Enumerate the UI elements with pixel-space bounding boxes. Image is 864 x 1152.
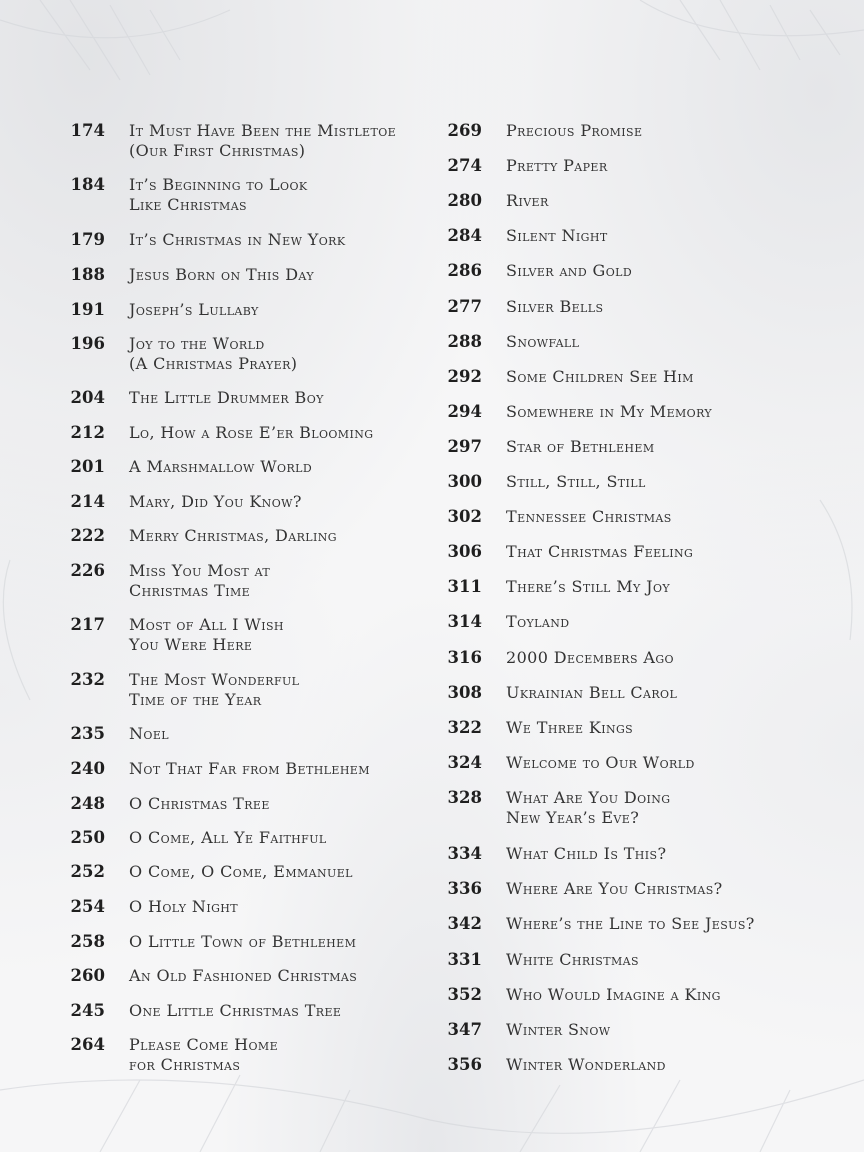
- toc-song-title: Merry Christmas, Darling: [129, 526, 337, 545]
- toc-song-title: Noel: [129, 724, 169, 743]
- toc-page-number: 196: [70, 334, 105, 353]
- toc-song-title: Precious Promise: [506, 121, 643, 140]
- toc-page-number: 222: [70, 526, 105, 545]
- toc-page-number: 250: [70, 828, 105, 847]
- toc-page-number: 284: [447, 226, 482, 245]
- toc-entry: [60, 670, 299, 710]
- toc-song-title: Star of Bethlehem: [506, 437, 655, 456]
- toc-page-number: 316: [447, 648, 482, 667]
- toc-song-title: Pretty Paper: [506, 156, 608, 175]
- toc-entry: [437, 261, 632, 281]
- toc-song-title: Most of All I Wish You Were Here: [129, 615, 284, 654]
- toc-entry: [437, 226, 608, 246]
- toc-entry: [437, 542, 693, 562]
- toc-song-title: Please Come Home for Christmas: [129, 1035, 278, 1074]
- toc-entry: [437, 612, 569, 632]
- toc-entry: [60, 724, 169, 744]
- toc-song-title: It’s Beginning to Look Like Christmas: [129, 175, 308, 214]
- toc-page-number: 174: [70, 121, 105, 140]
- toc-song-title: O Holy Night: [129, 897, 238, 916]
- toc-song-title: The Little Drummer Boy: [129, 388, 324, 407]
- toc-song-title: An Old Fashioned Christmas: [129, 966, 358, 985]
- toc-page-number: 336: [447, 879, 482, 898]
- toc-page-number: 356: [447, 1055, 482, 1074]
- toc-entry: [60, 1035, 278, 1075]
- toc-song-title: The Most Wonderful Time of the Year: [129, 670, 300, 709]
- toc-page-number: 252: [70, 862, 105, 881]
- toc-song-title: Mary, Did You Know?: [129, 492, 302, 511]
- toc-song-title: Joy to the World (A Christmas Prayer): [129, 334, 298, 373]
- toc-page-number: 260: [70, 966, 105, 985]
- toc-entry: [60, 862, 353, 882]
- toc-entry: [437, 402, 712, 422]
- toc-entry: [437, 156, 608, 176]
- toc-entry: [437, 718, 633, 738]
- toc-song-title: River: [506, 191, 549, 210]
- toc-song-title: Some Children See Him: [506, 367, 694, 386]
- toc-song-title: Tennessee Christmas: [506, 507, 672, 526]
- toc-song-title: Miss You Most at Christmas Time: [129, 561, 271, 600]
- toc-page-number: 240: [70, 759, 105, 778]
- toc-song-title: Toyland: [506, 612, 570, 631]
- toc-entry: [60, 897, 238, 917]
- toc-entry: [437, 683, 677, 703]
- toc-song-title: Ukrainian Bell Carol: [506, 683, 678, 702]
- toc-entry: [437, 191, 549, 211]
- toc-page-number: 342: [447, 914, 482, 933]
- toc-song-title: What Are You Doing New Year’s Eve?: [506, 788, 671, 827]
- toc-entry: [437, 577, 670, 597]
- toc-page-number: 201: [70, 457, 105, 476]
- toc-song-title: Where’s the Line to See Jesus?: [506, 914, 755, 933]
- toc-page-number: 300: [447, 472, 482, 491]
- toc-song-title: We Three Kings: [506, 718, 634, 737]
- toc-song-title: Who Would Imagine a King: [506, 985, 721, 1004]
- toc-page-number: 245: [70, 1001, 105, 1020]
- toc-song-title: That Christmas Feeling: [506, 542, 694, 561]
- toc-entry: [60, 492, 302, 512]
- toc-entry: [437, 844, 666, 864]
- toc-entry: [60, 457, 312, 477]
- toc-page-number: 308: [447, 683, 482, 702]
- toc-entry: [437, 914, 755, 934]
- toc-entry: [437, 879, 723, 899]
- toc-song-title: What Child Is This?: [506, 844, 667, 863]
- toc-entry: [60, 828, 327, 848]
- toc-page-number: 314: [447, 612, 482, 631]
- toc-page-number: 188: [70, 265, 105, 284]
- toc-page-number: 334: [447, 844, 482, 863]
- toc-song-title: Winter Wonderland: [506, 1055, 666, 1074]
- toc-page-number: 286: [447, 261, 482, 280]
- toc-song-title: Lo, How a Rose E’er Blooming: [129, 423, 374, 442]
- toc-song-title: White Christmas: [506, 950, 639, 969]
- toc-entry: [60, 230, 346, 250]
- toc-song-title: It Must Have Been the Mistletoe (Our First Christmas): [129, 121, 397, 160]
- toc-song-title: Winter Snow: [506, 1020, 611, 1039]
- toc-page-number: 264: [70, 1035, 105, 1054]
- toc-page-number: 294: [447, 402, 482, 421]
- toc-page-number: 324: [447, 753, 482, 772]
- toc-page-number: 217: [70, 615, 105, 634]
- toc-page-number: 280: [447, 191, 482, 210]
- toc-page-number: 331: [447, 950, 482, 969]
- toc-entry: [437, 472, 646, 492]
- toc-page-number: 235: [70, 724, 105, 743]
- toc-entry: [437, 788, 671, 828]
- toc-page-number: 232: [70, 670, 105, 689]
- toc-song-title: It’s Christmas in New York: [129, 230, 346, 249]
- toc-entry: [437, 437, 654, 457]
- toc-entry: [60, 388, 324, 408]
- toc-entry: [437, 332, 579, 352]
- toc-song-title: O Come, All Ye Faithful: [129, 828, 327, 847]
- toc-entry: [437, 1020, 610, 1040]
- toc-song-title: Snowfall: [506, 332, 580, 351]
- toc-entry: [60, 759, 370, 779]
- toc-page-number: 204: [70, 388, 105, 407]
- toc-page-number: 328: [447, 788, 482, 807]
- toc-page-number: 322: [447, 718, 482, 737]
- toc-entry: [60, 932, 356, 952]
- toc-song-title: Joseph’s Lullaby: [129, 300, 259, 319]
- toc-song-title: O Come, O Come, Emmanuel: [129, 862, 353, 881]
- toc-entry: [60, 966, 357, 986]
- toc-page-number: 292: [447, 367, 482, 386]
- toc-entry: [60, 265, 314, 285]
- toc-song-title: Still, Still, Still: [506, 472, 646, 491]
- toc-song-title: O Little Town of Bethlehem: [129, 932, 357, 951]
- toc-entry: [437, 367, 694, 387]
- toc-song-title: Silver and Gold: [506, 261, 633, 280]
- toc-page-number: 306: [447, 542, 482, 561]
- toc-entry: [437, 648, 674, 668]
- toc-page-number: 274: [447, 156, 482, 175]
- toc-entry: [60, 526, 337, 546]
- toc-page-number: 297: [447, 437, 482, 456]
- toc-song-title: Jesus Born on This Day: [129, 265, 314, 284]
- toc-page-number: 352: [447, 985, 482, 1004]
- toc-song-title: Silent Night: [506, 226, 608, 245]
- toc-song-title: Where Are You Christmas?: [506, 879, 723, 898]
- toc-page-number: 277: [447, 297, 482, 316]
- toc-page-number: 184: [70, 175, 105, 194]
- toc-page-number: 258: [70, 932, 105, 951]
- toc-page-number: 347: [447, 1020, 482, 1039]
- toc-entry: [437, 950, 639, 970]
- toc-entry: [60, 1001, 341, 1021]
- toc-page-number: 212: [70, 423, 105, 442]
- toc-song-title: Silver Bells: [506, 297, 604, 316]
- toc-entry: [437, 985, 721, 1005]
- toc-page-number: 191: [70, 300, 105, 319]
- toc-entry: [437, 297, 603, 317]
- toc-page-number: 311: [447, 577, 482, 596]
- toc-song-title: 2000 Decembers Ago: [506, 648, 674, 667]
- toc-song-title: Welcome to Our World: [506, 753, 695, 772]
- toc-entry: [437, 753, 695, 773]
- toc-entry: [60, 300, 259, 320]
- toc-song-title: O Christmas Tree: [129, 794, 270, 813]
- toc-entry: [60, 423, 373, 443]
- toc-song-title: A Marshmallow World: [129, 457, 313, 476]
- toc-song-title: Somewhere in My Memory: [506, 402, 713, 421]
- toc-entry: [60, 175, 308, 215]
- toc-page-number: 254: [70, 897, 105, 916]
- toc-entry: [437, 121, 642, 141]
- toc-entry: [60, 794, 270, 814]
- toc-page-number: 248: [70, 794, 105, 813]
- toc-entry: [60, 615, 284, 655]
- toc-song-title: Not That Far from Bethlehem: [129, 759, 370, 778]
- toc-page-number: 214: [70, 492, 105, 511]
- toc-entry: [60, 121, 396, 161]
- toc-entry: [60, 561, 270, 601]
- toc-entry: [437, 507, 672, 527]
- toc-entry: [437, 1055, 666, 1075]
- toc-song-title: One Little Christmas Tree: [129, 1001, 342, 1020]
- toc-page-number: 179: [70, 230, 105, 249]
- toc-page-number: 302: [447, 507, 482, 526]
- toc-page-number: 226: [70, 561, 105, 580]
- toc-page-number: 288: [447, 332, 482, 351]
- toc-song-title: There’s Still My Joy: [506, 577, 671, 596]
- toc-page-number: 269: [447, 121, 482, 140]
- toc-entry: [60, 334, 297, 374]
